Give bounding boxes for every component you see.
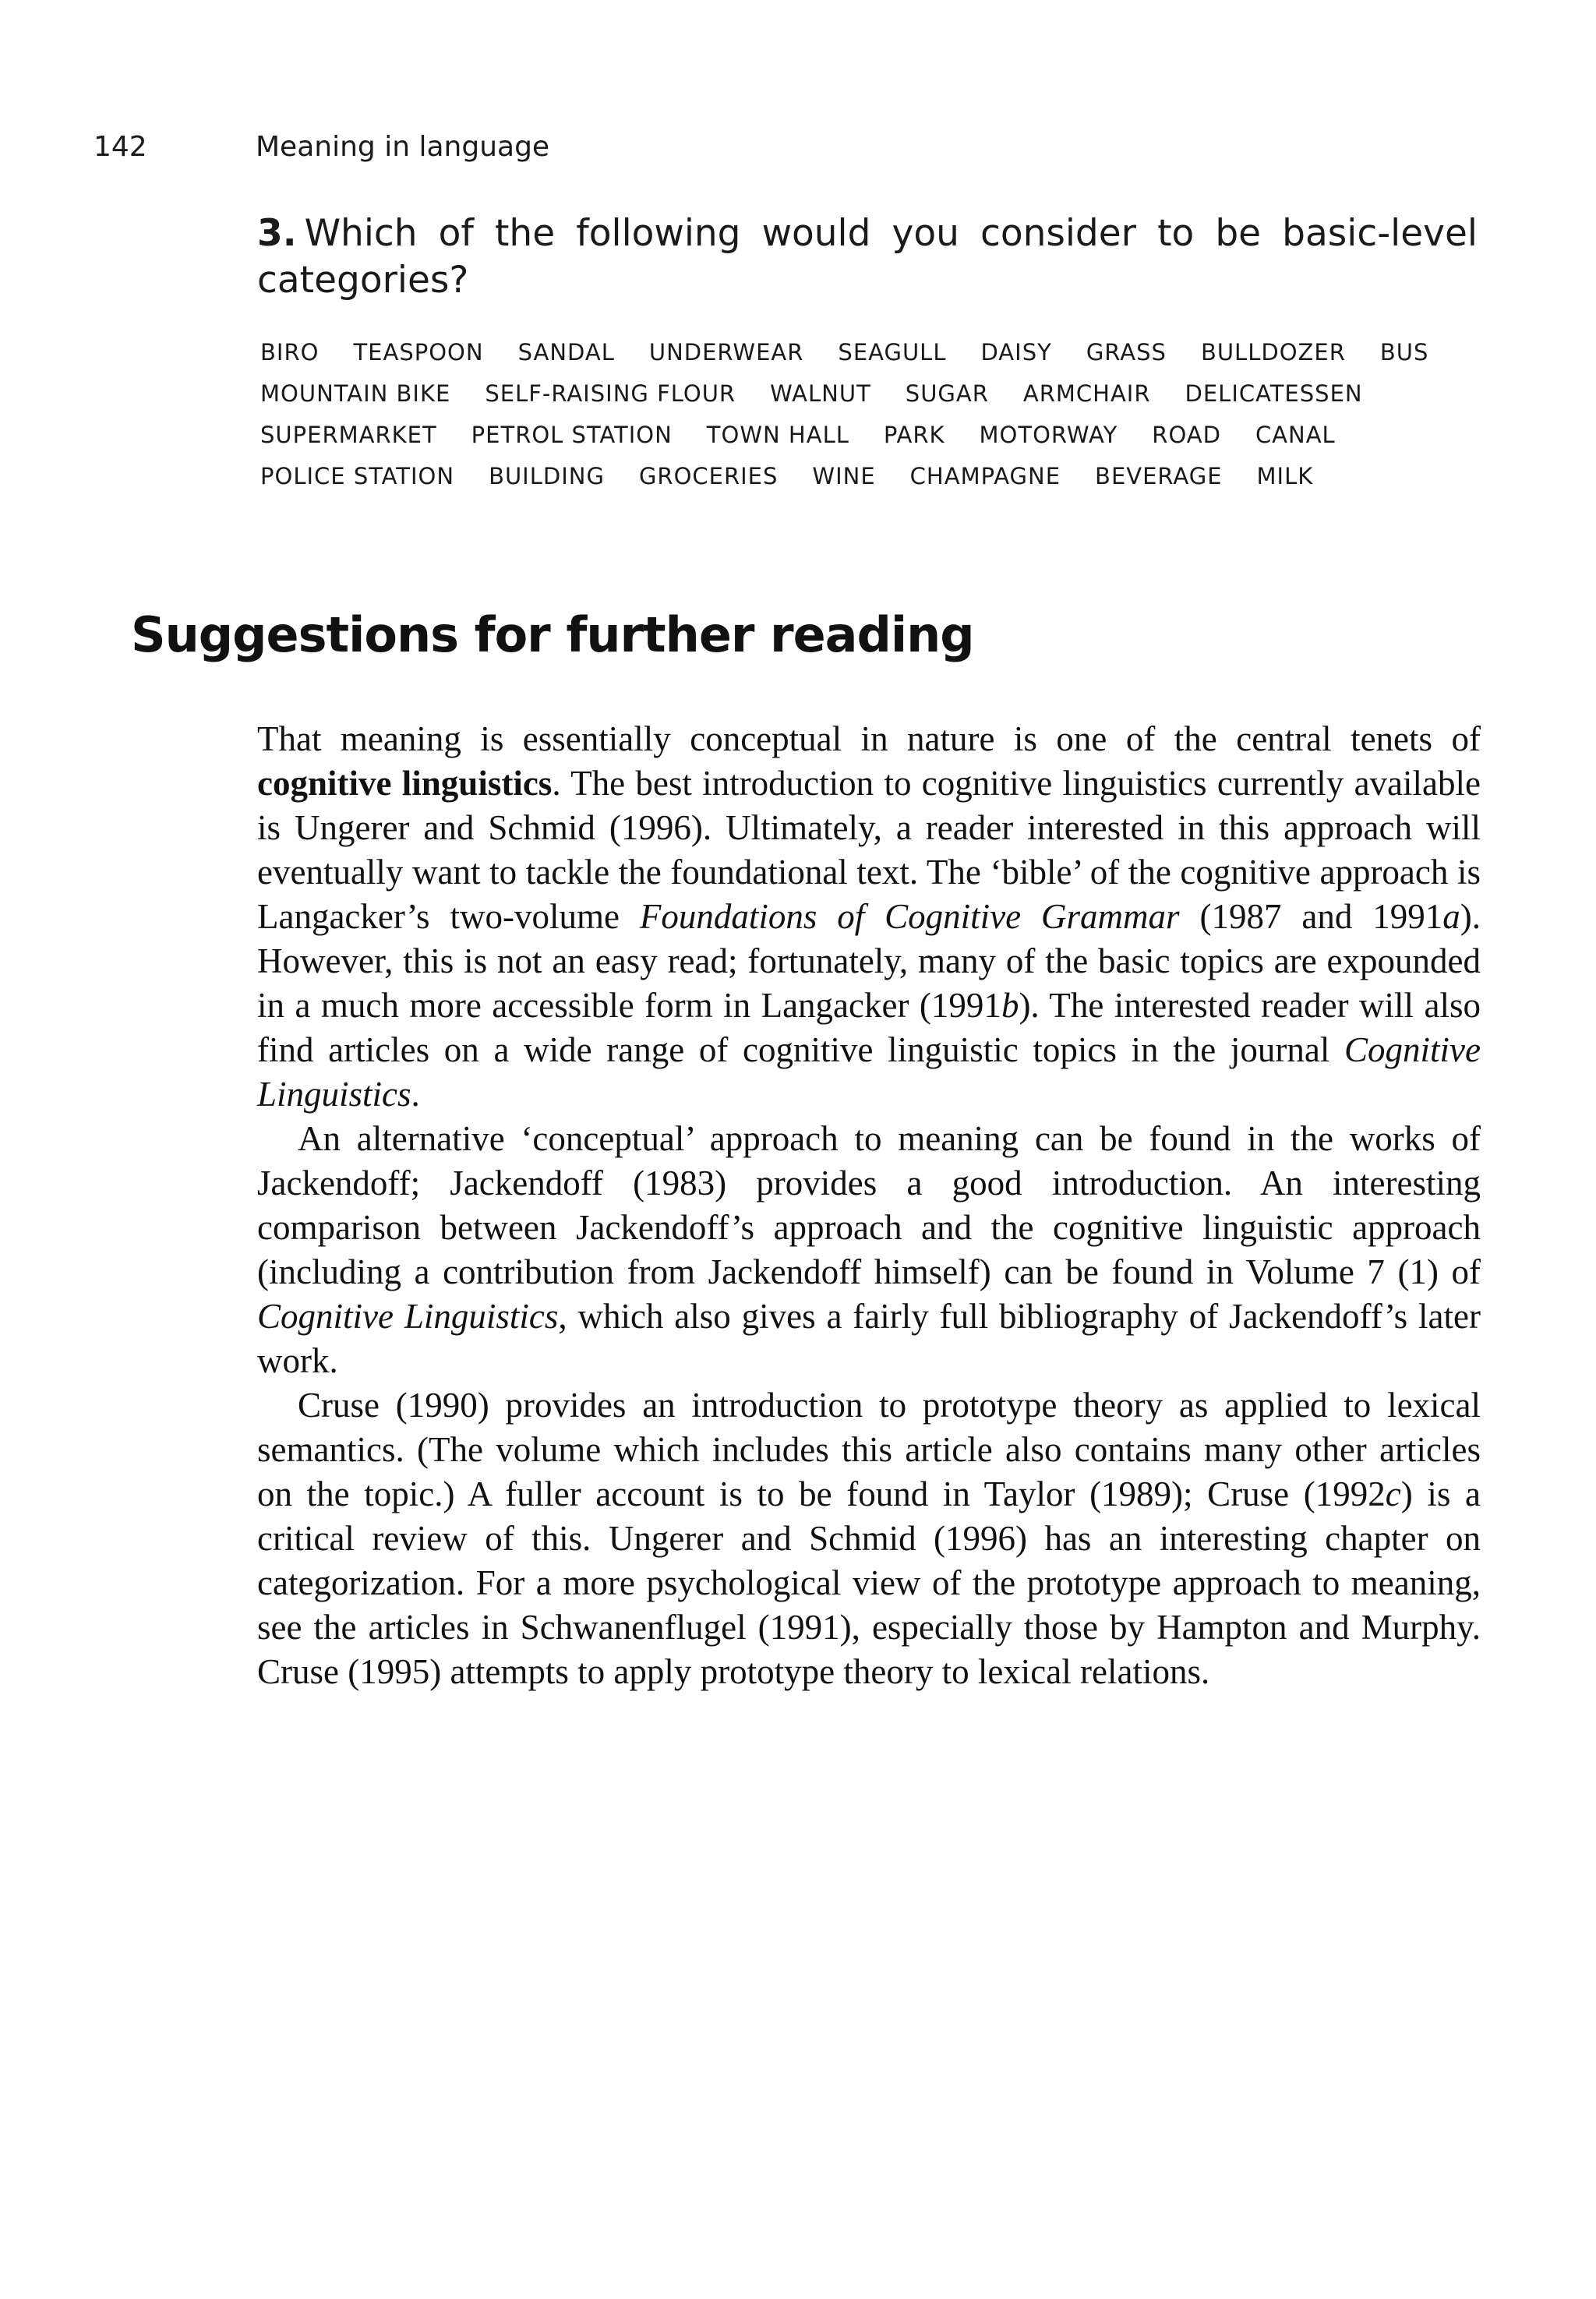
question-word: be bbox=[1215, 212, 1262, 255]
question-word: the bbox=[494, 212, 556, 255]
running-head bbox=[94, 131, 549, 163]
category-word: PARK bbox=[883, 422, 945, 448]
category-word: SUPERMARKET bbox=[260, 422, 437, 448]
question-line-2: categories? bbox=[257, 259, 469, 302]
category-word: BUS bbox=[1379, 339, 1429, 366]
question-word: basic-level bbox=[1282, 212, 1478, 255]
category-word: SEAGULL bbox=[838, 339, 947, 366]
category-word: GRASS bbox=[1086, 339, 1167, 366]
category-word: CANAL bbox=[1255, 422, 1336, 448]
journal-title: Cognitive Linguistics bbox=[257, 1030, 1481, 1114]
word-row bbox=[260, 415, 1492, 456]
category-word: SELF-RAISING FLOUR bbox=[485, 380, 736, 407]
question-word: to bbox=[1157, 212, 1195, 255]
page-number: 142 bbox=[94, 131, 147, 163]
category-word: POLICE STATION bbox=[260, 463, 455, 489]
paragraph-3: Cruse (1990) provides an introduction to prototype theory as applied to lexical semantics. (The volume which includes this article also contains many other articles on the topic.) A fuller account is to be found in Taylor (1989); Cruse (1992c) is a critical review of this. Ungerer and Schmid (1996) has an interesting chapter on categorization. For a more psychological view of the prototype approach to meaning, see the articles in Schwanenflugel (1991), especially those by Hampton and Murphy. Cruse (1995) attempts to apply prototype theory to lexical relations. bbox=[257, 1386, 1481, 1691]
question-word: consider bbox=[980, 212, 1136, 255]
category-word: MOTORWAY bbox=[979, 422, 1118, 448]
category-word: TEASPOON bbox=[353, 339, 484, 366]
running-head-title: Meaning in language bbox=[256, 131, 550, 163]
category-word: BEVERAGE bbox=[1095, 463, 1223, 489]
category-word-list bbox=[260, 332, 1492, 497]
question-number: 3. Which bbox=[257, 212, 418, 255]
category-word: PETROL STATION bbox=[471, 422, 673, 448]
question-word: following bbox=[576, 212, 741, 255]
category-word: SANDAL bbox=[517, 339, 615, 366]
category-word: ROAD bbox=[1152, 422, 1221, 448]
category-word: GROCERIES bbox=[638, 463, 779, 489]
key-term: cognitive linguistics bbox=[257, 764, 553, 803]
category-word: DELICATESSEN bbox=[1185, 380, 1363, 407]
category-word: BUILDING bbox=[489, 463, 605, 489]
category-word: CHAMPAGNE bbox=[909, 463, 1061, 489]
category-word: DAISY bbox=[980, 339, 1052, 366]
category-word: MILK bbox=[1256, 463, 1314, 489]
word-row bbox=[260, 373, 1492, 415]
question-word: of bbox=[438, 212, 474, 255]
question-line-1 bbox=[257, 210, 1478, 257]
category-word: SUGAR bbox=[905, 380, 989, 407]
paragraph-1: That meaning is essentially conceptual in nature is one of the central tenets of cognitive linguistics. The best introduction to cognitive linguistics currently available is Ungerer and Schmid (1996). Ultimately, a reader interested in this approach will eventually want to tackle the foundational text. The ‘bible’ of the cognitive approach is Langacker’s two-volume Foundations of Cognitive Grammar (1987 and 1991a). However, this is not an easy read; fortunately, many of the basic topics are expounded in a much more accessible form in Langacker (1991b). The interested reader will also find articles on a wide range of cognitive linguistic topics in the journal Cognitive Linguistics. bbox=[257, 719, 1481, 1114]
further-reading-body bbox=[257, 717, 1481, 1694]
section-heading: Suggestions for further reading bbox=[131, 606, 974, 663]
category-word: WINE bbox=[812, 463, 876, 489]
question-word: would bbox=[761, 212, 871, 255]
category-word: TOWN HALL bbox=[706, 422, 849, 448]
category-word: UNDERWEAR bbox=[648, 339, 804, 366]
question-word: you bbox=[892, 212, 959, 255]
exercise-question bbox=[257, 210, 1478, 304]
category-word: MOUNTAIN BIKE bbox=[260, 380, 451, 407]
category-word: WALNUT bbox=[770, 380, 871, 407]
category-word: BIRO bbox=[260, 339, 320, 366]
category-word: BULLDOZER bbox=[1200, 339, 1346, 366]
word-row bbox=[260, 456, 1492, 497]
book-title: Foundations of Cognitive Grammar bbox=[639, 897, 1180, 936]
journal-title: Cognitive Linguistics bbox=[257, 1297, 559, 1336]
word-row bbox=[260, 332, 1492, 373]
category-word: ARMCHAIR bbox=[1022, 380, 1151, 407]
paragraph-2: An alternative ‘conceptual’ approach to meaning can be found in the works of Jackendoff; Jackendoff (1983) provides a good introduction. An interesting comparison between Jackendoff’s approach and the cognitive linguistic approach (including a contribution from Jackendoff himself) can be found in Volume 7 (1) of Cognitive Linguistics, which also gives a fairly full bibliography of Jackendoff’s later work. bbox=[257, 1119, 1481, 1380]
